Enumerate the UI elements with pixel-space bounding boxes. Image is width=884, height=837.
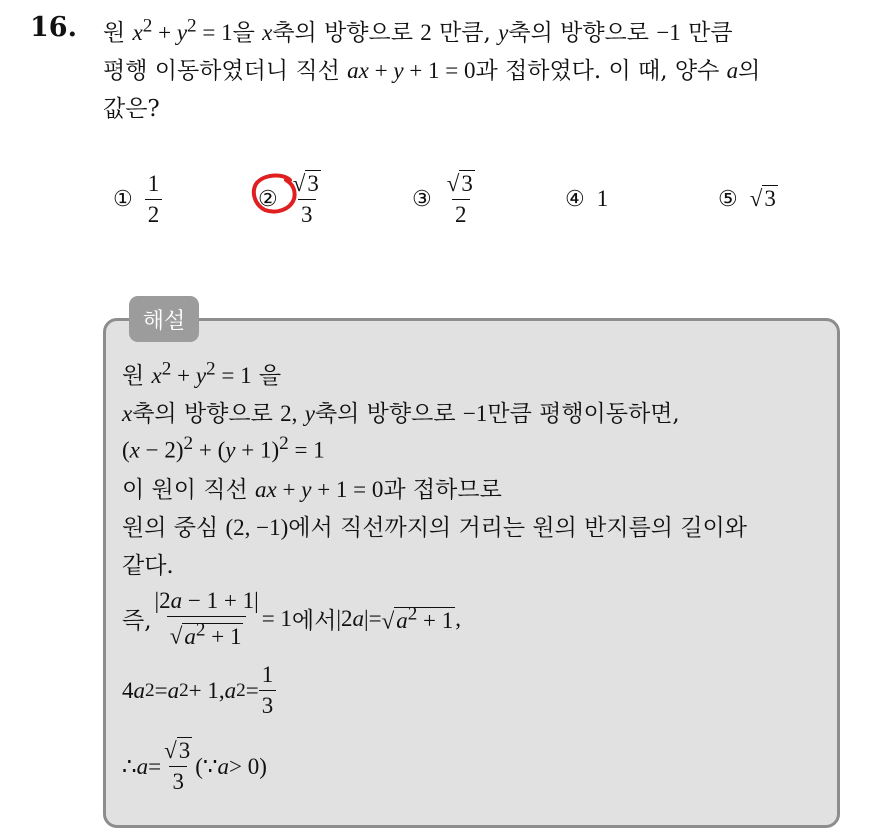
question-line-3: 값은? — [103, 96, 160, 122]
question-line-2: 평행 이동하였더니 직선 ax + y + 1 = 0과 접하였다. 이 때, 양수 a의 — [103, 58, 761, 84]
choice-1-marker: ① — [113, 186, 133, 212]
solution-line-7: 즉, $\frac{|2a - 1 + 1|}{√a^2 + 1}$ = 1 에서 |2 a | = $√a^2 + 1$ , — [122, 588, 461, 649]
distance-fraction: $\frac{|2a - 1 + 1|}{√a^2 + 1}$ — [154, 588, 259, 649]
choice-3-marker: ③ — [412, 186, 432, 212]
choice-2[interactable] — [258, 168, 324, 230]
solution-line-3: $(x - 2)^2 + (y + 1)^2 = 1$ — [122, 433, 325, 463]
solution-line-2: x축의 방향으로 2, y축의 방향으로 −1만큼 평행이동하면, — [122, 401, 680, 427]
solution-line-8: 4 a 2 = a 2 + 1, a 2 = $\frac{1}{3}$ — [122, 662, 276, 719]
choice-2-marker: ② — [258, 186, 278, 212]
choice-2-fraction: $\frac{√3}{3}$ — [292, 170, 319, 227]
answer-fraction: $\frac{√3}{3}$ — [164, 738, 191, 794]
solution-line-1: 원 $x^2 + y^2 = 1$ 을 — [122, 358, 282, 389]
choice-1-fraction: $\frac{1}{2}$ — [145, 171, 163, 228]
choice-5-value: √3 — [749, 186, 776, 211]
solution-line-6: 같다. — [122, 553, 174, 579]
question-number: 16. — [30, 12, 77, 43]
choice-5[interactable] — [718, 168, 778, 230]
question-line-1: 원 $x^2 + y^2 = 1$을 x축의 방향으로 2 만큼, y축의 방향으로 −1 만큼 — [103, 15, 733, 46]
choice-3[interactable] — [412, 168, 478, 230]
choice-1[interactable] — [113, 168, 162, 230]
solution-line-9: ∴ a = $\frac{√3}{3}$ (∵ a > 0) — [122, 738, 267, 794]
choice-3-fraction: $\frac{√3}{2}$ — [446, 170, 473, 227]
choice-5-marker: ⑤ — [718, 186, 738, 212]
choice-4-value: 1 — [596, 186, 609, 211]
solution-line-4: 이 원이 직선 ax + y + 1 = 0과 접하므로 — [122, 477, 502, 503]
choice-4-marker: ④ — [565, 186, 585, 212]
solution-line-5: 원의 중심 (2, −1)에서 직선까지의 거리는 원의 반지름의 길이와 — [122, 515, 747, 541]
choice-4[interactable] — [565, 168, 608, 230]
solution-tab: 해설 — [129, 296, 199, 342]
one-third-fraction: $\frac{1}{3}$ — [259, 662, 277, 719]
